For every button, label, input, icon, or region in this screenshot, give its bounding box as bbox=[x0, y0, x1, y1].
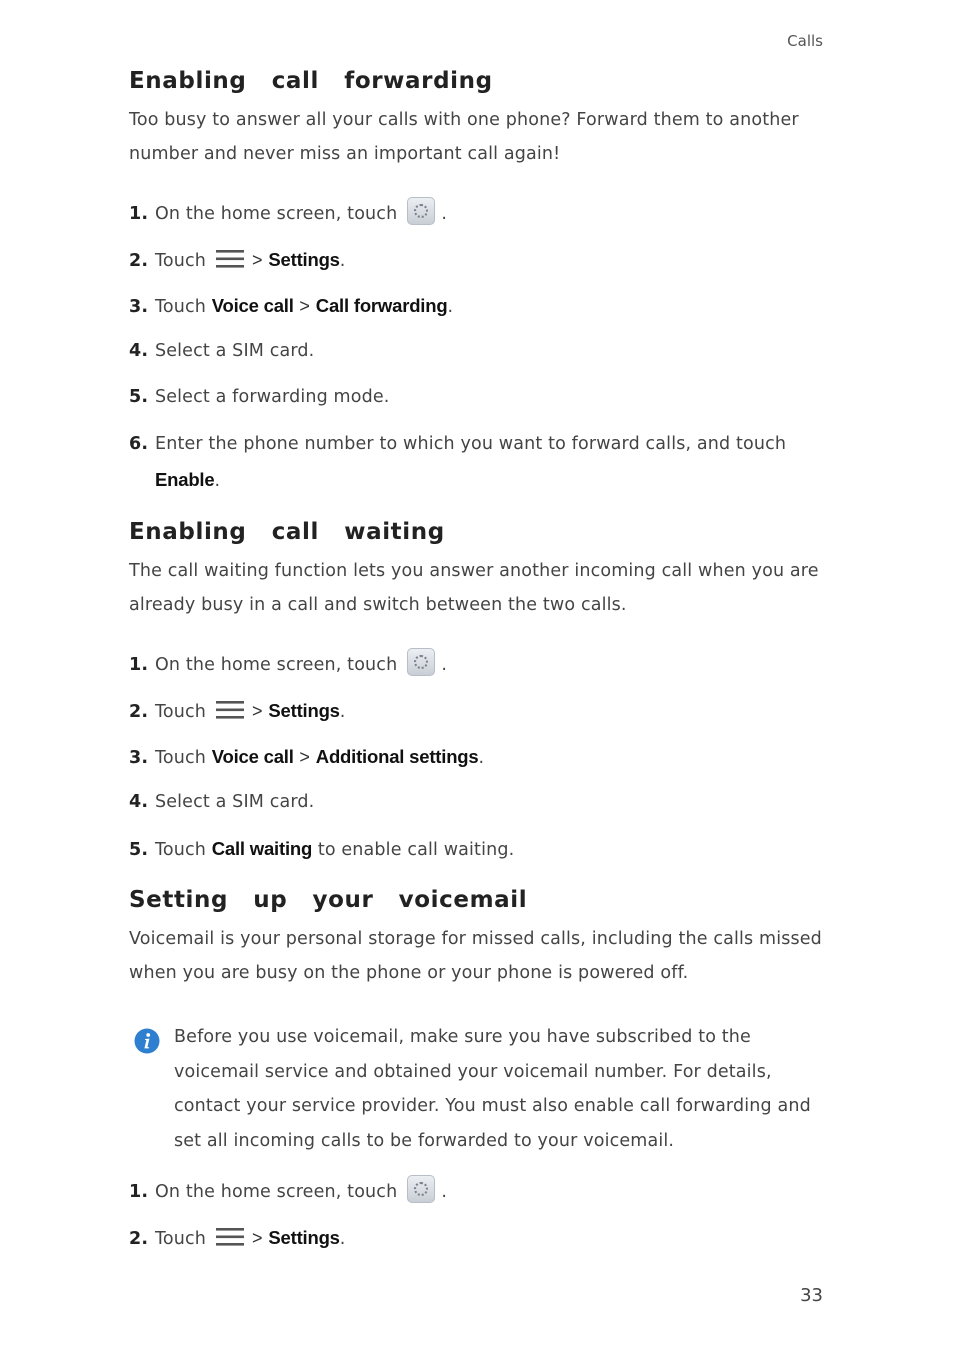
section-intro: Too busy to answer all your calls with one phone? Forward them to another number and never miss an important call again! bbox=[129, 110, 799, 164]
settings-app-icon bbox=[407, 648, 435, 676]
step-4: 4. Select a SIM card. bbox=[129, 341, 315, 361]
section-call-waiting bbox=[129, 519, 829, 622]
note-text: Before you use voicemail, make sure you have subscribed to the voicemail service and obtained your voicemail number. For details, contact your service provider. You must also enable call forwarding and set all incoming calls to be forwarded to your voicemail. bbox=[174, 1027, 811, 1151]
section-intro: Voicemail is your personal storage for missed calls, including the calls missed when you are busy on the phone or your phone is powered off. bbox=[129, 929, 822, 983]
step-1: 1. On the home screen, touch . bbox=[129, 197, 447, 225]
page-header-chapter: Calls bbox=[787, 32, 823, 50]
settings-app-icon bbox=[407, 197, 435, 225]
section-title: Enabling call forwarding bbox=[129, 68, 493, 94]
section-intro: The call waiting function lets you answer another incoming call when you are already busy in a call and switch between the two calls. bbox=[129, 561, 819, 615]
step-3: 3. Touch Voice call > Call forwarding. bbox=[129, 295, 454, 317]
step-4: 4. Select a SIM card. bbox=[129, 792, 315, 812]
menu-icon bbox=[216, 700, 244, 720]
step-6: 6. Enter the phone number to which you want to forward calls, and touch Enable. bbox=[129, 434, 787, 491]
section-voicemail bbox=[129, 887, 829, 990]
section-call-forwarding bbox=[129, 68, 829, 171]
step-2: 2. Touch > Settings. bbox=[129, 249, 346, 271]
step-5: 5. Select a forwarding mode. bbox=[129, 387, 390, 407]
section-title: Setting up your voicemail bbox=[129, 887, 528, 913]
section-title: Enabling call waiting bbox=[129, 519, 445, 545]
step-5: 5. Touch Call waiting to enable call waiting. bbox=[129, 838, 515, 860]
info-note bbox=[129, 1020, 829, 1158]
menu-icon bbox=[216, 1227, 244, 1247]
menu-icon bbox=[216, 249, 244, 269]
info-icon bbox=[134, 1028, 160, 1054]
step-1: 1. On the home screen, touch . bbox=[129, 648, 447, 676]
step-2: 2. Touch > Settings. bbox=[129, 700, 346, 722]
step-3: 3. Touch Voice call > Additional settings. bbox=[129, 746, 485, 768]
settings-app-icon bbox=[407, 1175, 435, 1203]
step-2: 2. Touch > Settings. bbox=[129, 1227, 346, 1249]
page-number: 33 bbox=[800, 1285, 823, 1306]
step-1: 1. On the home screen, touch . bbox=[129, 1175, 447, 1203]
